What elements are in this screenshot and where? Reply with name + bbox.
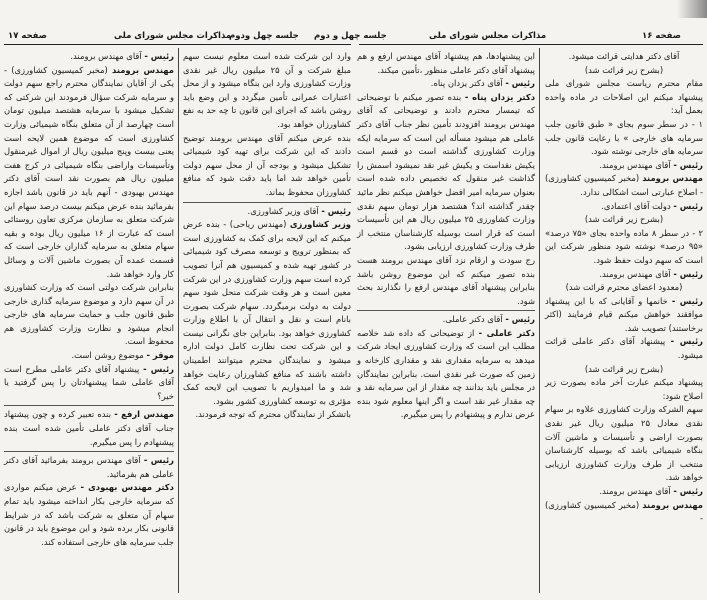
paragraph-text: بنده تصور میکنم با توضیحاتی که تیمسار محترم دادند و توضیحاتی که آقای مهندس برومند افزودند تأمین نظر جناب آقای دکتر عاملی هم میشود مسأله این است که سرمایه ایکه وزارت کشاورزی گذاشته است دو قسم است یکیش نقداست و یکیش غیر نقد نمیشود اسمش را گذاشت غیر منقول که تخصیص داده شده است بعنوان سرمایه امیر افضل خواهش میکنم نظر مائید چقدر گذاشته اند؟ هشتصد هزار تومان سهم نقدی وزارت کشاورزی ۲۵ میلیون ریال هم این تأسیسات است که قرار است بوسیله کارشناسان منتخب از طرف وزارت کشاورزی ارزیابی بشود. <box>357 91 535 252</box>
paragraph <box>545 403 703 485</box>
speaker-name: رئیس - <box>673 159 703 170</box>
paragraph <box>545 118 703 159</box>
column-left-page-right <box>183 50 351 422</box>
paragraph <box>545 172 703 199</box>
speaker-name: دکتر یزدان پناه - <box>464 91 535 102</box>
speaker-name: مهندس برومند <box>111 64 174 75</box>
paragraph-text: (معدود اعضای محترم قرائت شد) <box>565 282 683 293</box>
left-page-header <box>4 30 351 45</box>
paragraph-text: (بشرح زیر قرائت شد) <box>584 363 664 374</box>
paragraph <box>183 205 351 219</box>
paragraph-text: آقای مهندس برومند. <box>599 268 671 279</box>
speaker-name: دکتر مهندس بهبودی - <box>80 482 174 493</box>
speaker-name: رئیس - <box>673 486 703 496</box>
paragraph <box>545 485 703 499</box>
column-right-page-left <box>357 50 535 422</box>
paragraph <box>545 50 703 64</box>
paragraph-text: این پیشنهادها، هم پیشنهاد آقای مهندس ارفع و هم پیشنهاد آقای دکتر عاملی منظور ،تأمین میکند. <box>357 51 535 75</box>
speaker-name: رئیس - <box>143 363 174 374</box>
session-title: جلسه چهل ودوم <box>229 31 299 41</box>
paragraph <box>545 200 703 214</box>
paragraph-text: (مخبر کمیسیون کشاورزی) - یکی از آقایان نمایندگان محترم راجع سهم دولت و سرمایه شرکت سؤال فرمودند این شرکتی که تشکیل میشود با سرمایه هشتصد میلیون تومان است چهارصد از آن متعلق بنگاه شیمیائی وزارت کشاورزی است که موضوع همین لایحه است یعنی بیست وپنج میلیون ریال از اموال غیرمنقول وتأسیسات واراضی بنگاه شیمیائی در کرج هفت میلیون ریال هم بصورت نقد است آقای دکتر مهندس بهبودی - آنهم باید در قانون باشد اجازه بفرمائید بنده عرض میکنم بیست درصد سهام این شرکت متعلق به سازمان مرکزی تعاون روستائی است که عبارت از ۱۶ میلیون ریال بوده و بقیه سهام متعلق به سرمایه گذاران خارجی است که قسمت عمده آن بصورت ماشین آلات و وسائل کار وارد خواهد شد. <box>4 64 174 279</box>
paragraph-text: (بشرح زیر قرائت شد) <box>584 214 664 225</box>
paragraph-text: آقای مهندس برومند. <box>70 51 142 61</box>
column-divider <box>539 48 540 593</box>
paragraph-text: باتشکر از نمایندگان محترم که توجه فرمودند. <box>195 409 351 420</box>
session-title: جلسه چهل و دوم <box>314 31 387 41</box>
speaker-name: رئیس - <box>671 295 703 306</box>
paragraph-text: آقای وزیر کشاورزی. <box>247 205 319 216</box>
speaker-name: مهندس برومند <box>642 173 703 184</box>
speaker-name: رئیس - <box>505 78 535 89</box>
paragraph-text: رج سودت و ارقام نزد آقای مهندس برومند هست بنده تصور میکنم که این موضوع روشن باشد بنابراین پیشنهاد آقای مهندس ارفع را نگذارند بحث شود. <box>357 254 535 306</box>
speaker-name: مهندس برومند <box>642 499 703 510</box>
paragraph-text: آقای دکتر عاملی. <box>442 314 503 325</box>
paragraph-text: بنده عرض میکنم آقای مهندس برومند توضیح دادند که این شرکت برای تهیه کود شیمیائی تشکیل میشود و بودجه آن از محل سهم دولت تأمین خواهد شد اما باید دقت شود که منافع کشاورزان محفوظ بماند. <box>183 132 351 197</box>
column-left-page-left <box>4 50 174 549</box>
paragraph-text: از توضیحاتی که داده شد خلاصه مطلب این است که وزارت کشاورزی ایجاد شرکت میدهد به سرمایه مقداری نقد و مقداری کارخانه و زمین که صورت غیر نقدی است. بنابراین نمایندگان در مجلس باید بدانند چه مقدار از این سرمایه نقد و چه مقدار غیر نقد است و اگر اینها معلوم شود بنده عرض ندارم و پیشنهادم را پس میگیرم. <box>357 327 535 420</box>
paragraph <box>183 408 351 422</box>
paragraph <box>545 363 703 377</box>
paragraph-text: دولت آقای اعتمادی. <box>601 200 671 211</box>
paragraph <box>545 227 703 268</box>
paragraph-text: ۲ - در سطر ۸ ماده واحده بجای «۷۵ درصد» «۹۵ درصد» نوشته شود منظور شرکت این است که سهم دولت حفظ شود. <box>545 227 703 265</box>
page-number: صفحه ۱۶ <box>642 31 681 41</box>
paragraph <box>545 64 703 78</box>
paragraph <box>4 408 174 449</box>
paragraph <box>4 281 174 349</box>
paragraph <box>357 50 535 77</box>
scan-shadow <box>677 0 707 18</box>
paragraph-text: موضوع روشن است. <box>71 350 144 361</box>
paragraph <box>357 91 535 254</box>
paragraph-text: آقای دکتر هدایتی قرائت میشود. <box>568 51 680 61</box>
paragraph <box>4 363 174 404</box>
right-page-header <box>314 30 703 45</box>
paragraph <box>545 77 703 118</box>
paragraph <box>183 50 351 132</box>
paragraph-text: (مهندس ریاحی) - بنده عرض میکنم که این لایحه برای کمک به کشاورزی است که بمنظور ترویج و توسعه مصرف کود شیمیائی در کشور تهیه شده و کمیسیون هم آنرا تصویب کرده است سهم وزارت کشاورزی در این شرکت معین است و هر وقت شرکت منحل شود سهم دولت به دولت برمیگردد. سهام شرکت بصورت بانام است و نقل و انتقال آن با اطلاع وزارت کشاورزی خواهد بود. بنابراین جای نگرانی نیست و این شرکت تحت نظارت کامل دولت اداره میشود و نمایندگان محترم میتوانند اطمینان داشته باشند که منافع کشاورزان رعایت خواهد شد و ما امیدواریم با تصویب این لایحه کمک مؤثری به توسعه کشاورزی کشور بشود. <box>183 219 351 406</box>
speaker-name: رئیس - <box>144 51 174 61</box>
speaker-name: رئیس - <box>143 455 174 466</box>
speaker-name: وزیر کشاورزی <box>289 219 352 230</box>
speaker-name: رئیس - <box>673 268 703 279</box>
column-right-page-right <box>545 50 703 526</box>
paragraph <box>357 254 535 308</box>
running-title: مذاکرات مجلس شورای ملی <box>114 31 232 41</box>
paragraph-text: خانمها و آقایانی که با این پیشنهاد موافقند خواهش میکنم قیام فرمایند (اکثر برخاستند) تصویب شد. <box>545 295 703 333</box>
paragraph <box>357 313 535 327</box>
paragraph-text: سهم الشرکه وزارت کشاورزی علاوه بر سهام نقدی معادل ۲۵ میلیون ریال غیر نقدی بصورت اراضی و تأسیسات و ماشین آلات بنگاه شیمیائی باشد که بوسیله کارشناسان منتخب از طرف وزارت کشاورزی ارزیابی خواهد شد. <box>545 404 703 483</box>
speaker-name: موقر - <box>146 350 174 361</box>
paragraph <box>183 218 351 408</box>
section-rule <box>4 405 174 406</box>
paragraph <box>545 268 703 282</box>
paragraph <box>4 481 174 549</box>
paragraph-text: وارد این شرکت شده است معلوم نیست سهم مبلغ شرکت و آن ۲۵ میلیون ریال غیر نقدی وزارت کشاورزی وارد این بنگاه میشود و از محل اعتبارات عمرانی تأمین میگردد و این وضع باید روشن باشد که اجرای این قانون تا چه حد به نفع کشاورزان خواهد بود. <box>183 51 352 129</box>
running-title: مذاکرات مجلس شورای ملی <box>429 31 547 41</box>
column-divider <box>178 48 179 593</box>
paragraph-text: بنده تعبیر کرده و چون پیشنهاد جناب آقای دکتر عاملی تأمین شده است بنده پیشنهادم را پس میگیرم. <box>4 409 174 447</box>
paragraph <box>545 376 703 403</box>
paragraph-text: بنابراین شرکت دولتی است که وزارت کشاورزی در آن سهم دارد و موضوع سرمایه گذاری خارجی طبق قانون جلب و حمایت سرمایه های خارجی انجام میشود و نظارت وزارت کشاورزی هم محفوظ است. <box>4 282 174 347</box>
paragraph-text: آقای مهندس برومند بفرمائید آقای دکتر عاملی هم بفرمائید. <box>4 455 174 479</box>
paragraph-text: آقای مهندس برومند. <box>599 159 671 170</box>
speaker-name: رئیس - <box>321 205 351 216</box>
page-number: صفحه ۱۷ <box>8 31 47 41</box>
paragraph <box>183 132 351 200</box>
paragraph-text: آقای مهندس برومند. <box>599 486 671 496</box>
paragraph-text: پیشنهاد آقای دکتر عاملی مطرح است آقای عاملی شما پیشنهادتان را پس گرفتید یا خیر؟ <box>4 363 174 401</box>
paragraph-text: آقای دکتر یزدان پناه. <box>430 78 503 89</box>
paragraph <box>357 77 535 91</box>
paragraph-text: مقام محترم ریاست مجلس شورای ملی پیشنهاد میکنم این اصلاحات در ماده واحده بعمل آید: <box>545 78 703 116</box>
paragraph <box>545 335 703 362</box>
section-rule <box>357 310 535 311</box>
paragraph-text: (مخبر کمیسیون کشاورزی) - <box>545 499 703 524</box>
paragraph <box>4 349 174 363</box>
speaker-name: رئیس - <box>673 200 703 211</box>
section-rule <box>4 451 174 452</box>
speaker-name: دکتر عاملی - <box>478 327 535 338</box>
paragraph <box>545 159 703 173</box>
speaker-name: رئیس - <box>670 336 703 347</box>
paragraph <box>545 213 703 227</box>
paragraph-text: (مخبر کمیسیون کشاورزی) - اصلاح عبارتی است اشکالی ندارد. <box>545 173 703 197</box>
paragraph-text: ۱ - در سطر سوم بجای « طبق قانون جلب سرمایه های خارجی » با رعایت قانون جلب سرمایه های خارجی نوشته شود. <box>545 118 703 157</box>
speaker-name: مهندس ارفع - <box>114 409 174 420</box>
paragraph <box>4 50 174 64</box>
speaker-name: رئیس - <box>505 314 535 325</box>
paragraph-text: پیشنهاد آقای دکتر عاملی قرائت میشود. <box>545 336 703 361</box>
paragraph <box>357 327 535 422</box>
paragraph <box>545 499 703 526</box>
paragraph <box>545 295 703 336</box>
paragraph-text: عرض میکنم مواردی که سرمایه خارجی بکار انداخته میشود باید تمام سهام آن متعلق به شرکت باشد که در شرایط قانونی بکار برده شود و این موضوع باید در قانون جلب سرمایه های خارجی استفاده کند. <box>4 482 174 547</box>
paragraph <box>4 64 174 282</box>
paragraph <box>545 281 703 295</box>
paragraph-text: پیشنهاد میکنم عبارت آخر ماده بصورت زیر اصلاح شود: <box>545 377 703 401</box>
paragraph <box>4 454 174 481</box>
paragraph-text: (بشرح زیر قرائت شد) <box>584 64 664 75</box>
section-rule <box>183 202 351 203</box>
